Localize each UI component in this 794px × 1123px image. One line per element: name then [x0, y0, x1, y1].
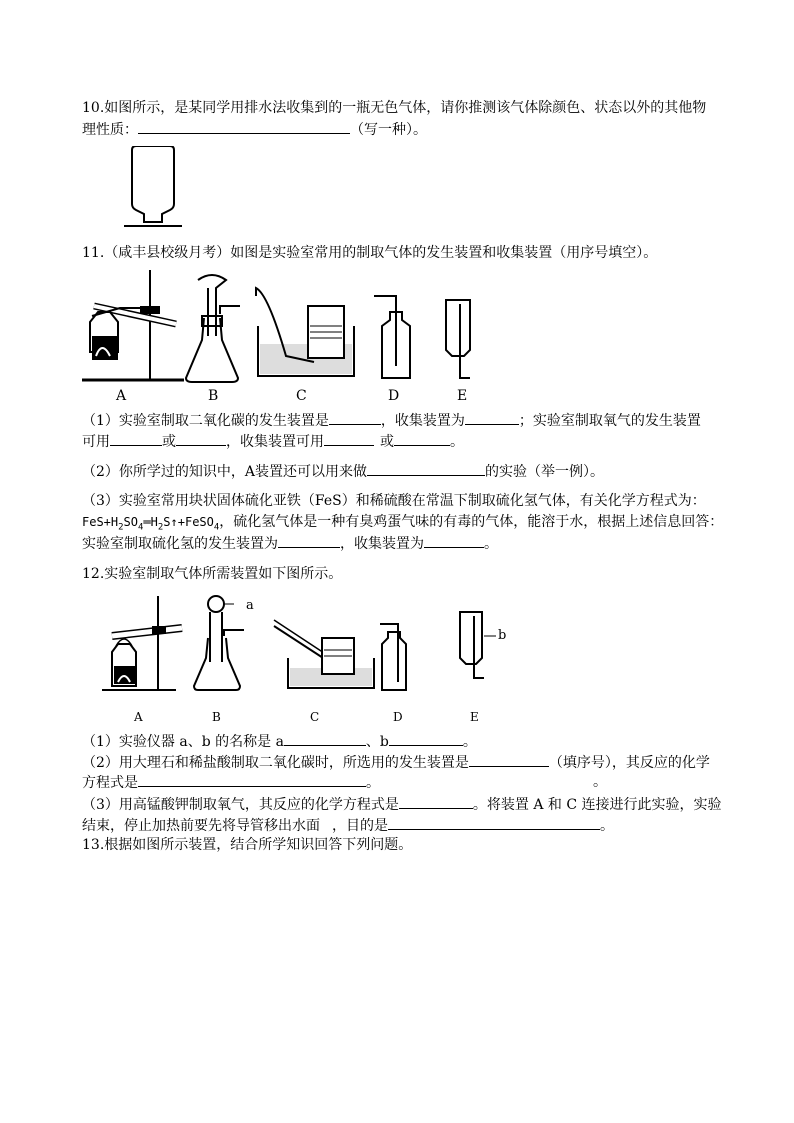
q12-part3-line1 — [82, 794, 722, 815]
q12-p3-text-c: 结束，停止加热前要先将导管移出水面 — [82, 818, 320, 834]
q11-apparatus-figure — [80, 266, 500, 400]
q11-part1-line1 — [82, 410, 701, 431]
q11-p1-text-d: 可用 — [82, 434, 110, 450]
q12-blank-co2-equation[interactable] — [138, 772, 366, 787]
q12-part2-line2 — [82, 772, 380, 793]
q11-blank-o2-collector-2[interactable] — [394, 431, 450, 446]
q12-apparatus-e — [460, 612, 496, 678]
q12-apparatus-figure — [98, 592, 528, 704]
q11-blank-co2-generator[interactable] — [329, 410, 381, 425]
q11-equation: $FeS+H_2SO_4═H_2S↑+FeSO_4$ — [82, 515, 220, 533]
q12-title: 12.实验室制取气体所需装置如下图所示。 — [82, 566, 343, 582]
q13-title: 13.根据如图所示装置，结合所学知识回答下列问题。 — [82, 837, 413, 853]
q12-p3-text-a: （3）用高锰酸钾制取氧气，其反应的化学方程式是 — [82, 797, 399, 813]
q12-p1-text-b: 、b — [365, 734, 389, 750]
q12-apparatus-b — [194, 596, 244, 690]
q11-p1-text-g: 或 — [380, 434, 394, 450]
q12-blank-co2-generator[interactable] — [469, 752, 549, 767]
q11-p1-text-h: 。 — [450, 434, 464, 450]
q11-part1-line2 — [82, 431, 464, 452]
q11-label-e: E — [457, 388, 468, 404]
q10-line2 — [82, 119, 427, 140]
q12-label-apparatus-e: E — [470, 710, 479, 724]
q11-blank-lamp-experiment[interactable] — [367, 461, 485, 476]
q11-p1-text-e: 或 — [162, 434, 176, 450]
q11-apparatus-e — [446, 300, 470, 378]
q12-p2-text-c: 方程式是 — [82, 775, 138, 791]
gas-bottle-figure — [120, 146, 186, 232]
q11-p1-text-a: （1）实验室制取二氧化碳的发生装置是 — [82, 413, 329, 429]
q11-p3-text-a: 实验室制取硫化氢的发生装置为 — [82, 536, 278, 552]
q12-p3-text-b: 。将装置 A 和 C 连接进行此实验，实验 — [472, 797, 722, 813]
q12-p2-text-a: （2）用大理石和稀盐酸制取二氧化碳时，所选用的发生装置是 — [82, 755, 469, 771]
q10-line2-prefix: 理性质： — [82, 122, 138, 138]
q12-p1-text-c: 。 — [462, 734, 477, 750]
q12-label-apparatus-b: B — [212, 710, 221, 724]
q11-blank-h2s-generator[interactable] — [278, 533, 340, 548]
q10-line1: 10.如图所示，是某同学用排水法收集到的一瓶无色气体，请你推测该气体除颜色、状态以外的其他物 — [82, 100, 707, 116]
q11-label-c: C — [296, 388, 307, 404]
q12-p3-text-d: ，目的是 — [332, 818, 388, 834]
q11-label-a: A — [116, 388, 127, 404]
q12-label-apparatus-c: C — [310, 710, 320, 724]
q11-part3-line1: （3）实验室常用块状固体硫化亚铁（FeS）和稀硫酸在常温下制取硫化氢气体，有关化学方程式为： — [82, 493, 706, 509]
q12-part1 — [82, 731, 477, 752]
q11-label-d: D — [388, 388, 400, 404]
q11-apparatus-b — [186, 275, 240, 382]
q11-p3-text-c: 。 — [484, 536, 498, 552]
q12-part3-line2 — [82, 815, 614, 836]
q11-part2 — [82, 461, 604, 482]
q11-p3-text-b: ，收集装置为 — [340, 536, 424, 552]
q12-label-b: b — [498, 628, 507, 643]
q11-part3-line3 — [82, 533, 498, 554]
q11-p1-text-f: ，收集装置可用 — [226, 434, 324, 450]
q11-blank-h2s-collector[interactable] — [424, 533, 484, 548]
q11-apparatus-c — [256, 288, 354, 376]
q11-apparatus-d — [374, 296, 410, 378]
q12-label-apparatus-a: A — [134, 710, 143, 724]
q12-part2-line1 — [82, 752, 710, 773]
q11-blank-o2-collector-1[interactable] — [324, 431, 374, 446]
q11-title: 11.（咸丰县校级月考）如图是实验室常用的制取气体的发生装置和收集装置（用序号填空）。 — [82, 245, 658, 261]
q12-p2-text-b: （填序号），其反应的化学 — [548, 755, 710, 771]
q12-apparatus-d — [380, 624, 406, 690]
q11-apparatus-a — [82, 270, 184, 380]
q11-p3-line2-text: ，硫化氢气体是一种有臭鸡蛋气味的有毒的气体，能溶于水，根据上述信息回答： — [219, 514, 724, 530]
q12-p2-text-d: 。 — [366, 775, 380, 791]
q12-p3-text-e: 。 — [600, 818, 614, 834]
q11-p2-text-b: 的实验（举一例）。 — [485, 464, 605, 480]
q12-apparatus-a — [102, 596, 182, 690]
q12-blank-kmno4-equation[interactable] — [399, 794, 473, 809]
q11-label-b: B — [208, 388, 219, 404]
q12-part2-trailing-period: 。 — [593, 774, 607, 790]
q10-line2-suffix: （写一种）。 — [350, 122, 427, 138]
q11-blank-o2-generator-1[interactable] — [110, 431, 162, 446]
q12-label-a: a — [246, 598, 254, 613]
q11-blank-co2-collector[interactable] — [465, 410, 519, 425]
q12-label-apparatus-d: D — [393, 710, 403, 724]
q12-blank-purpose[interactable] — [388, 815, 600, 830]
q10-answer-blank[interactable] — [138, 119, 350, 134]
q12-p1-text-a: （1）实验仪器 a、b 的名称是 a — [82, 734, 284, 750]
q11-p1-text-b: ，收集装置为 — [380, 413, 465, 429]
q12-blank-b-name[interactable] — [389, 731, 463, 746]
q12-blank-a-name[interactable] — [284, 731, 366, 746]
q11-p2-text-a: （2）你所学过的知识中，A装置还可以用来做 — [82, 464, 368, 480]
q12-apparatus-c — [274, 620, 374, 688]
q11-p1-text-c: ；实验室制取氧气的发生装置 — [518, 413, 701, 429]
q11-blank-o2-generator-2[interactable] — [176, 431, 226, 446]
